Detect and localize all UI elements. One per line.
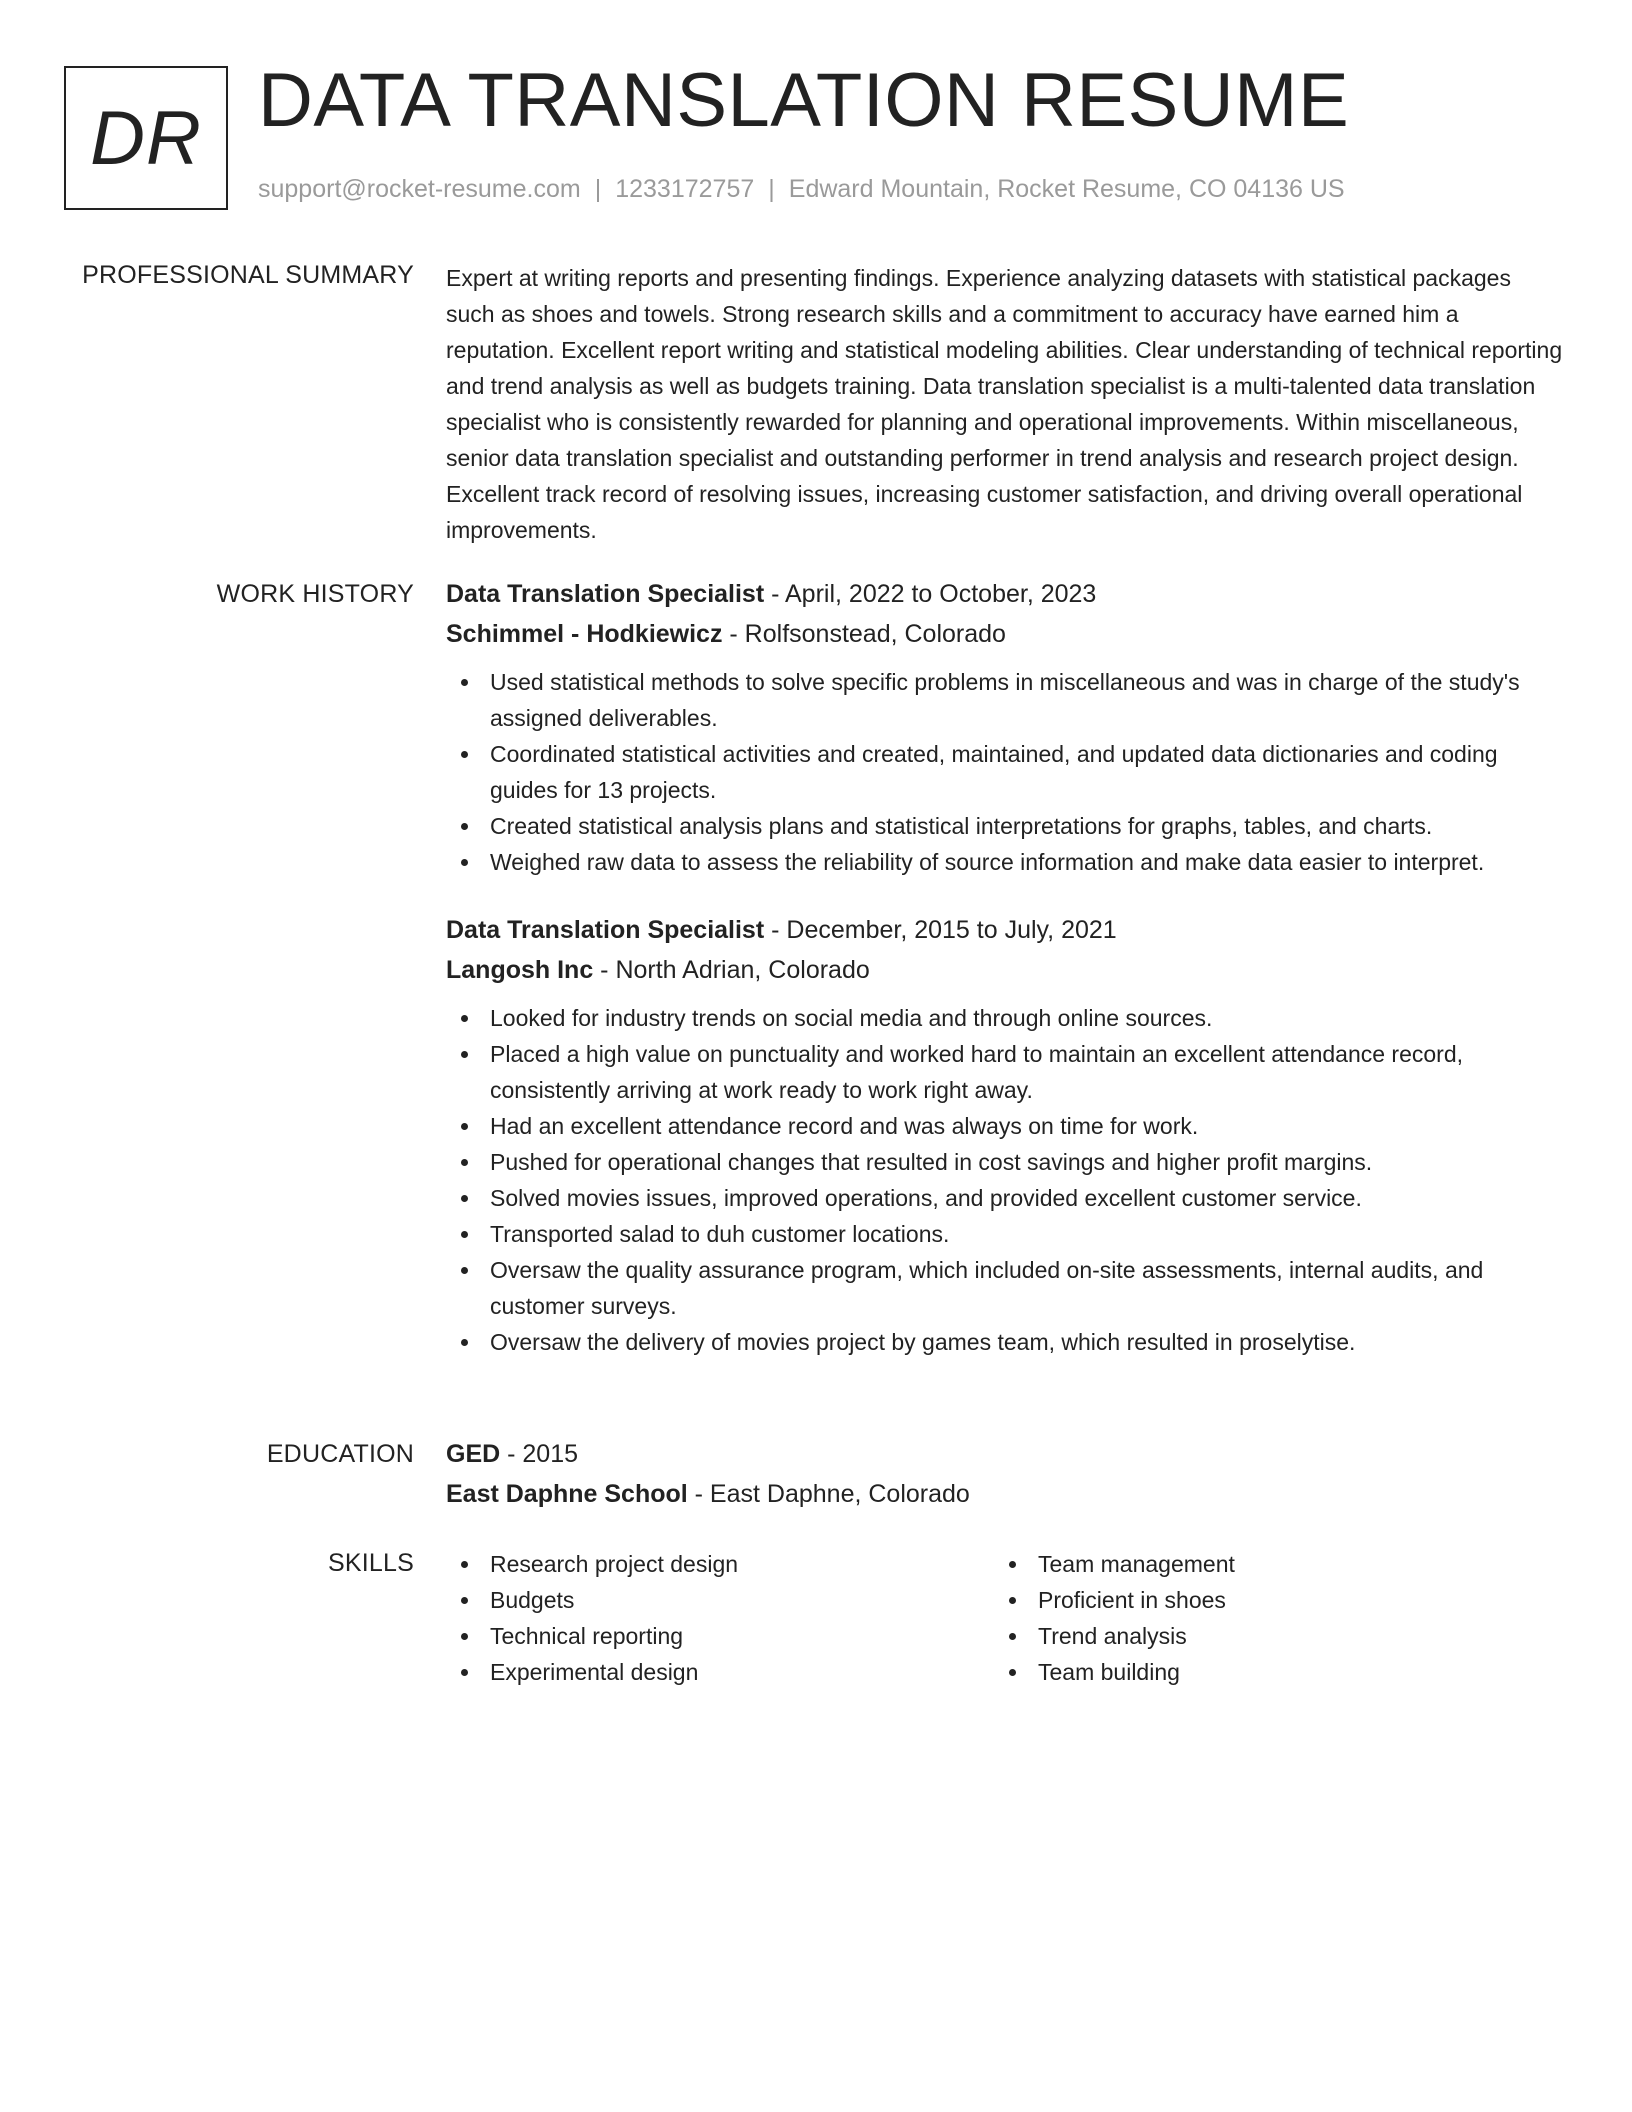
contact-phone: 1233172757 [615,175,755,203]
job-title: Data Translation Specialist [446,580,765,608]
skills-column-right [994,1546,1542,1690]
contact-separator: | [768,175,775,203]
education-school-line [446,1474,1564,1514]
skills-grid [446,1546,1564,1690]
skills-body [446,1546,1564,1690]
job-bullet: Oversaw the delivery of movies project by games team, which resulted in proselytise. [446,1324,1564,1360]
job-bullet: Used statistical methods to solve specific problems in miscellaneous and was in charge of the study's assigned deliverables. [446,664,1564,736]
job-bullet: Created statistical analysis plans and statistical interpretations for graphs, tables, and charts. [446,808,1564,844]
education-degree-line [446,1434,1564,1474]
contact-separator: | [594,175,602,203]
job-dates: - April, 2022 to October, 2023 [764,580,1097,608]
job-entry [446,574,1564,880]
contact-address: Edward Mountain, Rocket Resume, CO 04136 US [788,175,1345,203]
job-bullets [446,1000,1564,1360]
resume-title: DATA TRANSLATION RESUME [258,58,1350,143]
skill-item: Technical reporting [446,1618,994,1654]
job-company-line [446,614,1564,654]
job-location: - North Adrian, Colorado [593,956,870,984]
job-company: Langosh Inc [446,956,594,984]
skill-item: Trend analysis [994,1618,1542,1654]
job-bullet: Placed a high value on punctuality and worked hard to maintain an excellent attendance record, consistently arriving at work ready to work right away. [446,1036,1564,1108]
skill-item: Team management [994,1546,1542,1582]
job-title-line [446,574,1564,614]
job-bullet: Had an excellent attendance record and was always on time for work. [446,1108,1564,1144]
job-bullet: Oversaw the quality assurance program, which included on-site assessments, internal audits, and customer surveys. [446,1252,1564,1324]
job-bullet: Coordinated statistical activities and created, maintained, and updated data dictionaries and coding guides for 13 projects. [446,736,1564,808]
skill-item: Budgets [446,1582,994,1618]
summary-heading: PROFESSIONAL SUMMARY [82,261,414,289]
education-heading: EDUCATION [266,1440,414,1468]
summary-body [446,260,1564,548]
work-body [446,574,1564,1360]
job-location: - Rolfsonstead, Colorado [722,620,1006,648]
job-company: Schimmel - Hodkiewicz [446,620,723,648]
education-school: East Daphne School [446,1480,688,1508]
contact-line [258,173,1345,205]
work-heading: WORK HISTORY [216,580,414,608]
summary-text: Expert at writing reports and presenting findings. Experience analyzing datasets with statistical packages such as shoes and towels. Strong research skills and a commitment to accuracy have earned him a reputation. Excellent report writing and statistical modeling abilities. Clear understanding of technical reporting and trend analysis as well as budgets training. Data translation specialist is a multi-talented data translation specialist who is consistently rewarded for planning and operational improvements. Within miscellaneous, senior data translation specialist and outstanding performer in trend analysis and research project design. Excellent track record of resolving issues, increasing customer satisfaction, and driving overall operational improvements. [446,265,1563,543]
skill-item: Proficient in shoes [994,1582,1542,1618]
skill-item: Research project design [446,1546,994,1582]
skill-item: Experimental design [446,1654,994,1690]
skill-item: Team building [994,1654,1542,1690]
job-title-line [446,910,1564,950]
education-body [446,1434,1564,1514]
contact-email: support@rocket-resume.com [258,175,581,203]
job-dates: - December, 2015 to July, 2021 [764,916,1117,944]
skills-heading: SKILLS [328,1549,414,1577]
job-bullet: Solved movies issues, improved operations, and provided excellent customer service. [446,1180,1564,1216]
monogram-box [64,66,228,210]
skills-column-left [446,1546,994,1690]
job-company-line [446,950,1564,990]
job-bullet: Pushed for operational changes that resulted in cost savings and higher profit margins. [446,1144,1564,1180]
job-title: Data Translation Specialist [446,916,765,944]
education-location: - East Daphne, Colorado [687,1480,970,1508]
job-bullets [446,664,1564,880]
education-degree: GED [446,1440,501,1468]
education-year: - 2015 [500,1440,579,1468]
monogram-initials: DR [90,95,202,181]
job-entry [446,910,1564,1360]
job-bullet: Transported salad to duh customer locations. [446,1216,1564,1252]
job-bullet: Looked for industry trends on social media and through online sources. [446,1000,1564,1036]
job-bullet: Weighed raw data to assess the reliability of source information and make data easier to interpret. [446,844,1564,880]
